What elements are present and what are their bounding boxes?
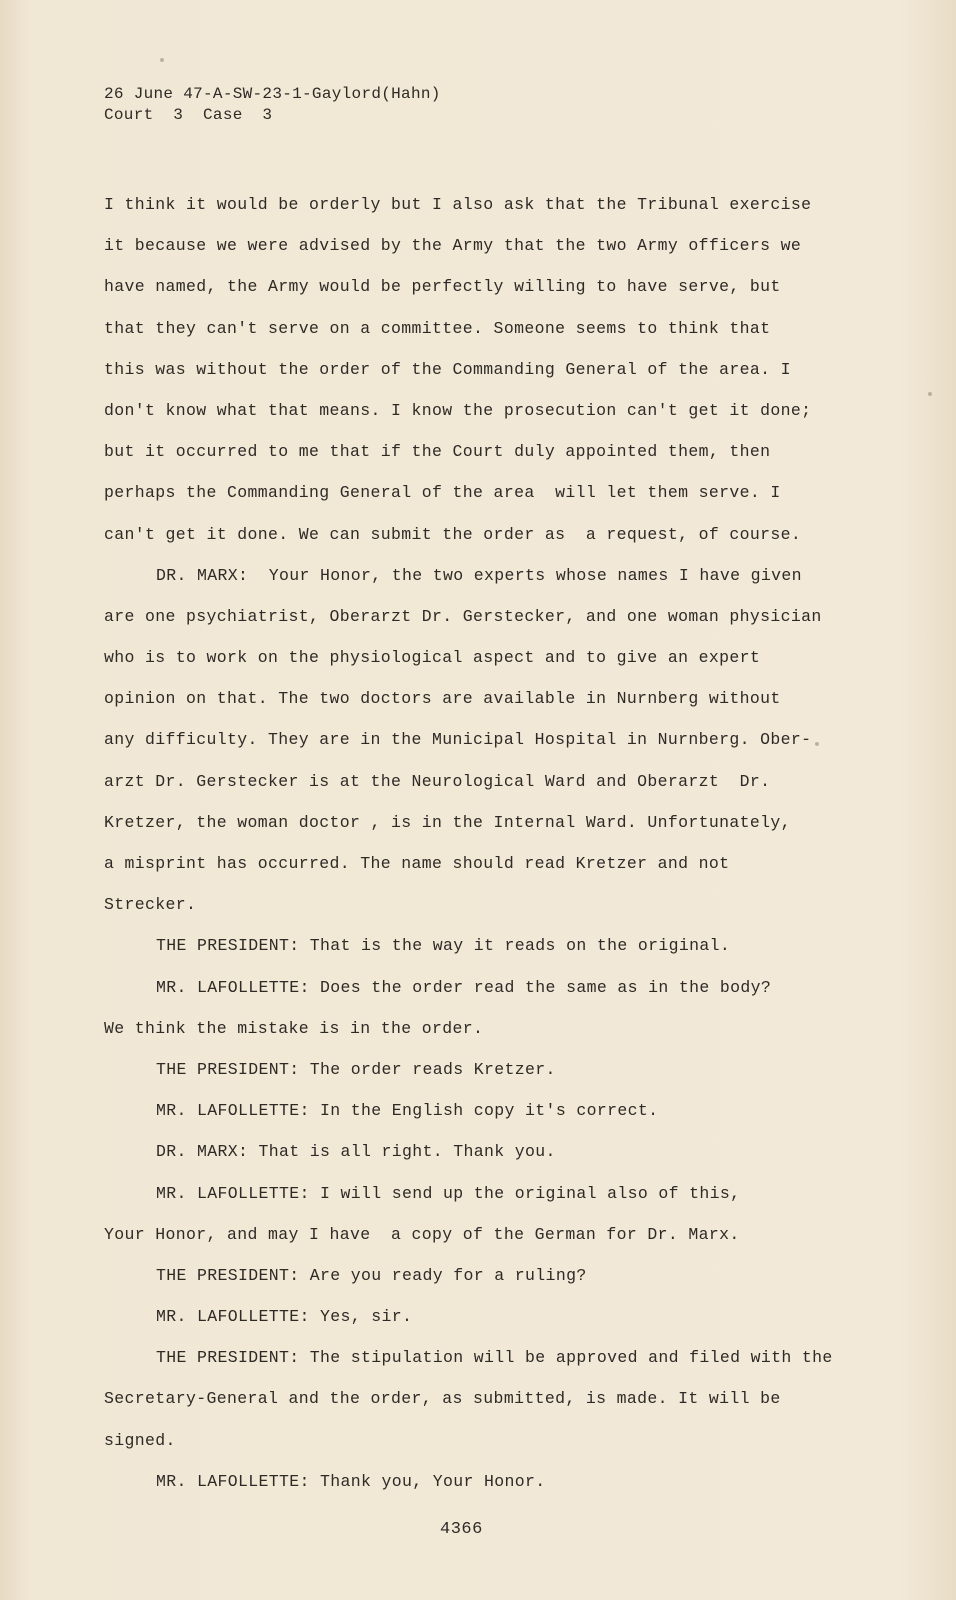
transcript-line: THE PRESIDENT: Are you ready for a ruling? [156,1265,587,1285]
transcript-line: arzt Dr. Gerstecker is at the Neurological Ward and Oberarzt Dr. [104,771,771,791]
paper-speck [815,742,819,746]
transcript-line: that they can't serve on a committee. Someone seems to think that [104,318,771,338]
transcript-line: THE PRESIDENT: The stipulation will be approved and filed with the [156,1348,833,1368]
transcript-line: MR. LAFOLLETTE: I will send up the original also of this, [156,1183,741,1203]
transcript-line: have named, the Army would be perfectly willing to have serve, but [104,277,781,297]
transcript-line: it because we were advised by the Army that the two Army officers we [104,236,802,256]
transcript-line: can't get it done. We can submit the order as a request, of course. [104,524,802,544]
transcript-body [104,184,844,1502]
transcript-line: perhaps the Commanding General of the area will let them serve. I [104,483,781,503]
header-court-case-line: Court 3 Case 3 [104,106,273,124]
transcript-line: MR. LAFOLLETTE: Yes, sir. [156,1307,413,1327]
transcript-line: Secretary-General and the order, as submitted, is made. It will be [104,1389,781,1409]
transcript-line: opinion on that. The two doctors are available in Nurnberg without [104,689,781,709]
transcript-line: are one psychiatrist, Oberarzt Dr. Gerstecker, and one woman physician [104,606,822,626]
transcript-line: MR. LAFOLLETTE: Does the order read the same as in the body? [156,977,772,997]
header-reference-line: 26 June 47-A-SW-23-1-Gaylord(Hahn) [104,85,441,103]
transcript-line: Your Honor, and may I have a copy of the German for Dr. Marx. [104,1224,740,1244]
transcript-line: I think it would be orderly but I also ask that the Tribunal exercise [104,195,812,214]
page-number: 4366 [440,1520,483,1539]
transcript-line: a misprint has occurred. The name should read Kretzer and not [104,854,730,873]
transcript-line: this was without the order of the Commanding General of the area. I [104,359,791,379]
transcript-line: THE PRESIDENT: That is the way it reads on the original. [156,936,731,956]
paper-speck [928,392,932,396]
transcript-line: Strecker. [104,895,197,915]
transcript-line: THE PRESIDENT: The order reads Kretzer. [156,1059,556,1079]
transcript-line: signed. [104,1430,176,1450]
transcript-line: DR. MARX: That is all right. Thank you. [156,1142,556,1162]
transcript-line: MR. LAFOLLETTE: Thank you, Your Honor. [156,1471,546,1491]
transcript-line: DR. MARX: Your Honor, the two experts whose names I have given [156,565,802,585]
transcript-line: who is to work on the physiological aspect and to give an expert [104,648,761,668]
transcript-line: MR. LAFOLLETTE: In the English copy it's correct. [156,1101,659,1121]
transcript-line: any difficulty. They are in the Municipal Hospital in Nurnberg. Ober- [104,730,812,750]
paper-speck [160,58,164,62]
document-header [104,84,441,126]
transcript-line: don't know what that means. I know the prosecution can't get it done; [104,400,812,420]
transcript-line: but it occurred to me that if the Court duly appointed them, then [104,442,771,462]
transcript-line: Kretzer, the woman doctor , is in the Internal Ward. Unfortunately, [104,812,791,832]
transcript-line: We think the mistake is in the order. [104,1018,484,1038]
